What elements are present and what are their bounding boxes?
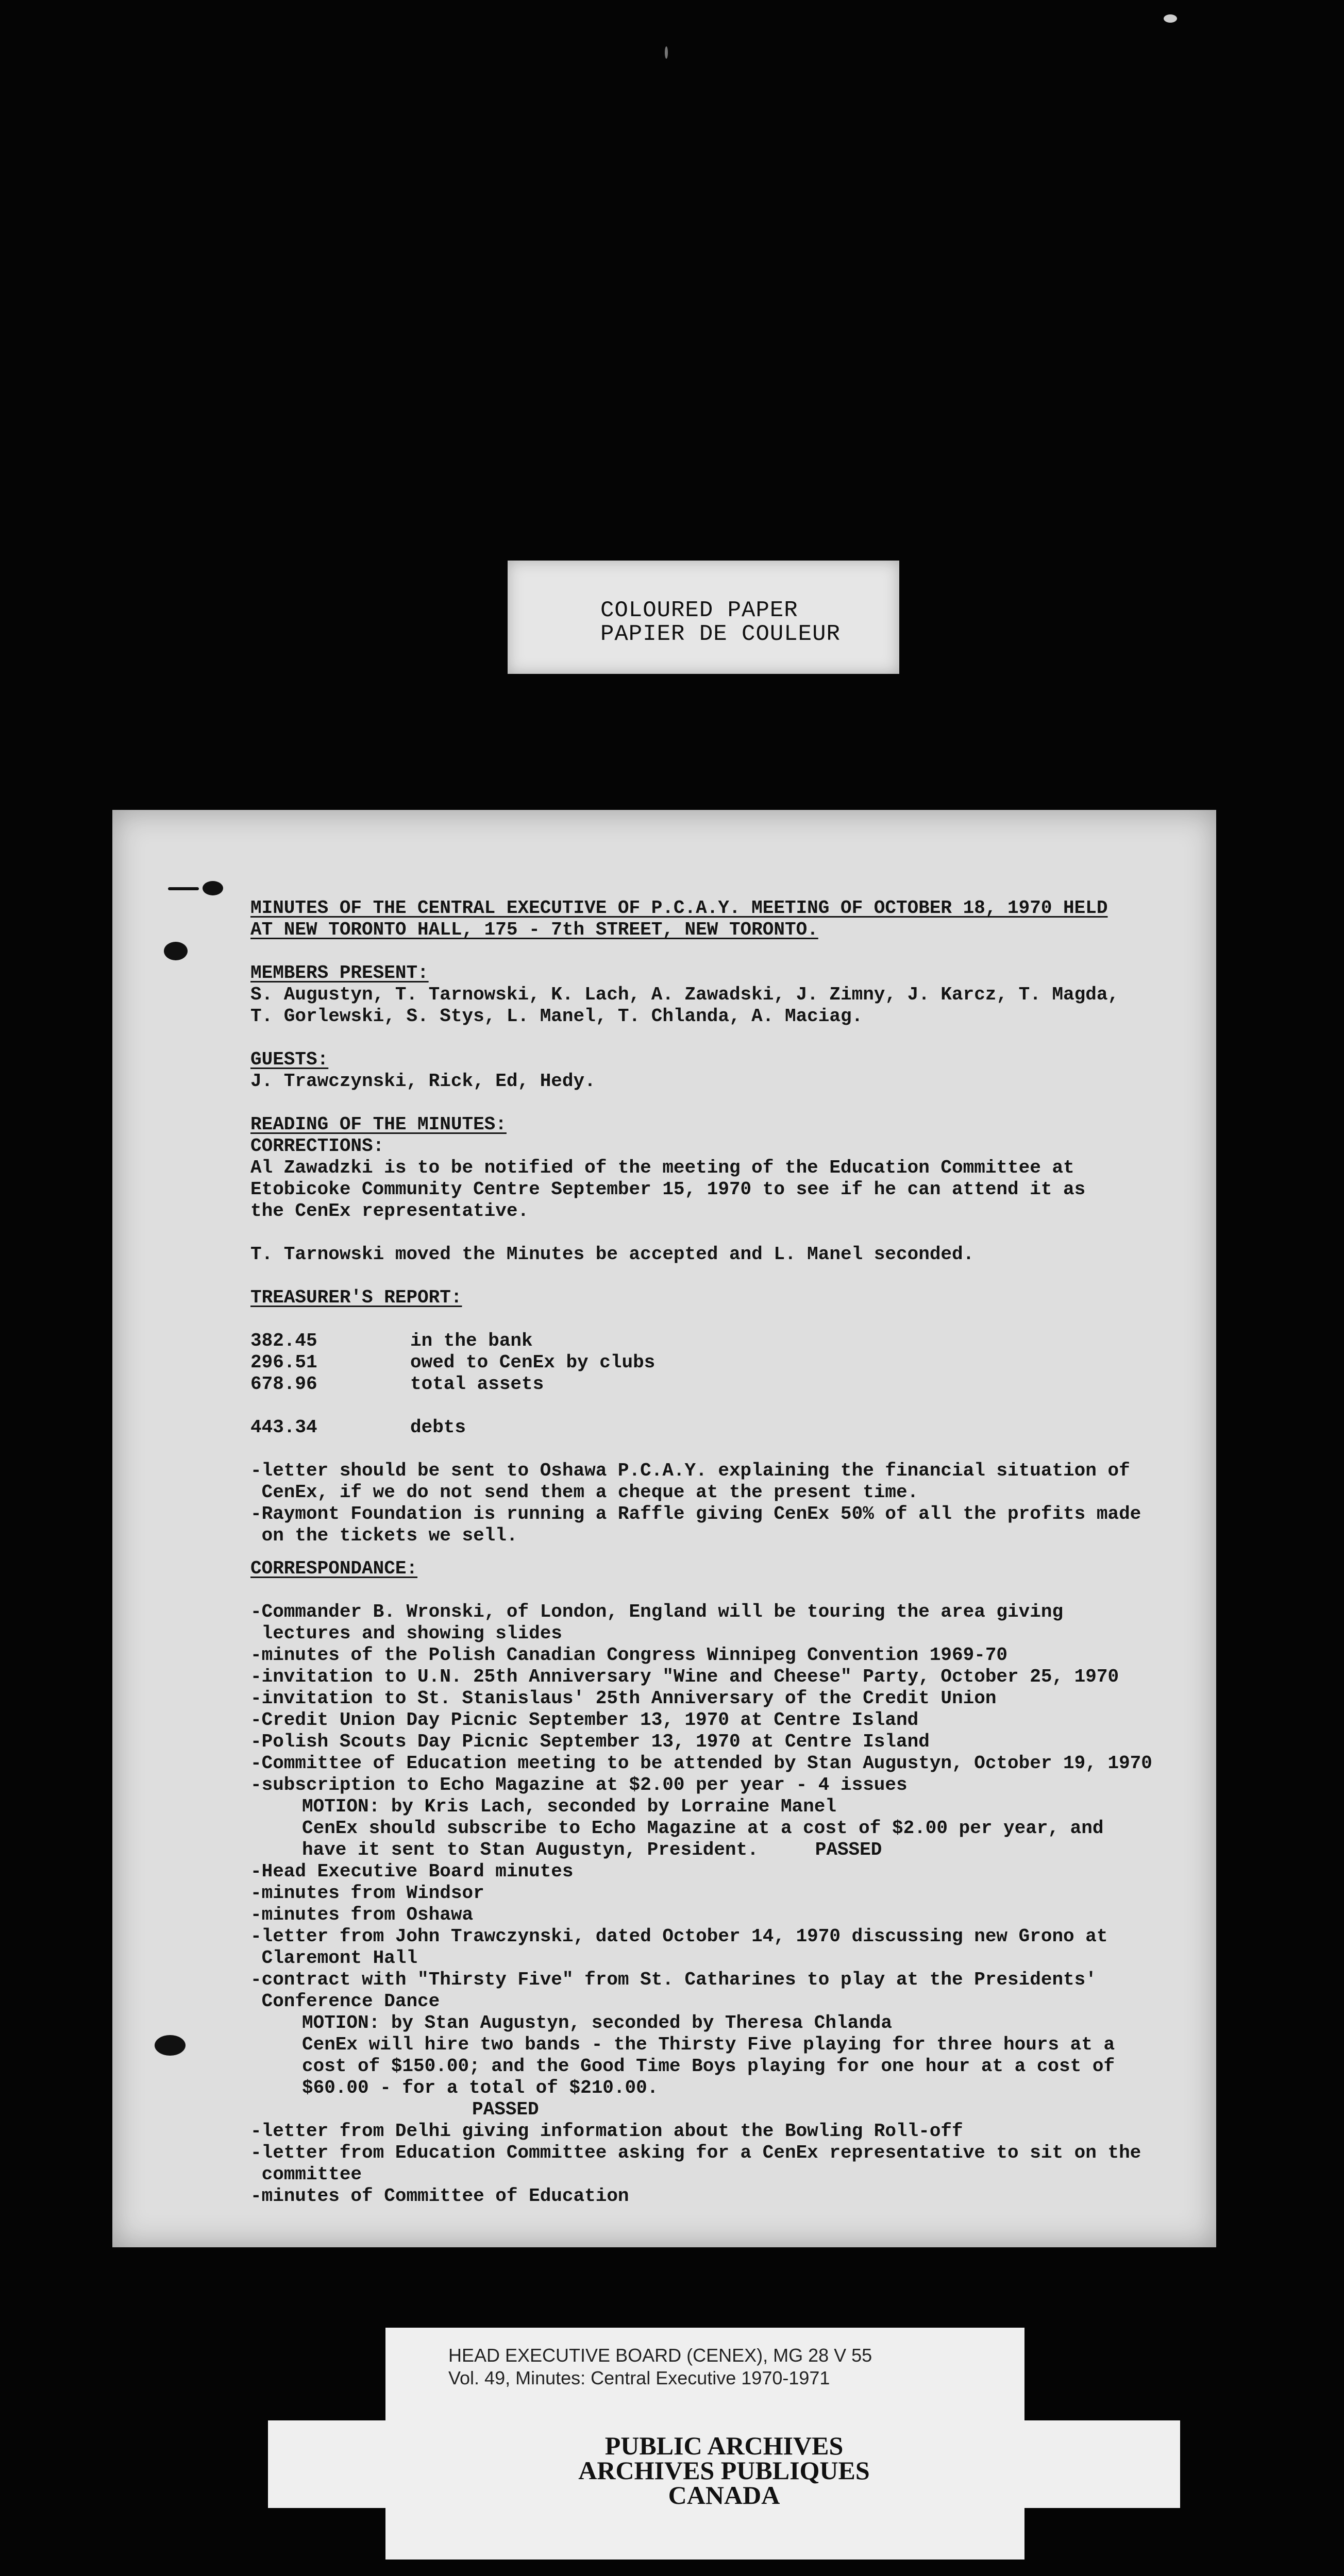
correspondance-item: -invitation to U.N. 25th Anniversary "Wine and Cheese" Party, October 25, 1970 xyxy=(250,1666,1119,1687)
treasurer-amount: 296.51 xyxy=(250,1352,317,1373)
treasurer-label: owed to CenEx by clubs xyxy=(410,1352,656,1373)
correspondance-item: -minutes from Oshawa xyxy=(250,1904,474,1925)
correspondance-item: -letter from Education Committee asking for a CenEx representative to sit on the xyxy=(250,2142,1141,2163)
ink-blot xyxy=(203,881,223,895)
correspondance-item: -subscription to Echo Magazine at $2.00 per year - 4 issues xyxy=(250,1774,908,1795)
coloured-paper-label xyxy=(508,561,899,674)
corrections-line: Etobicoke Community Centre September 15, 1970 to see if he can attend it as xyxy=(250,1179,1086,1200)
film-speck xyxy=(1164,14,1177,23)
motion-bands xyxy=(250,2012,1230,2121)
document-title: MINUTES OF THE CENTRAL EXECUTIVE OF P.C.A.Y. MEETING OF OCTOBER 18, 1970 HELD xyxy=(250,897,1108,919)
correspondance-item: -minutes of Committee of Education xyxy=(250,2185,629,2207)
label-line-french: PAPIER DE COULEUR xyxy=(600,621,841,647)
ink-blot xyxy=(164,942,188,960)
correspondance-list xyxy=(250,1601,1230,1796)
reading-heading: READING OF THE MINUTES: xyxy=(250,1114,507,1135)
archive-name-english: PUBLIC ARCHIVES xyxy=(604,2431,844,2460)
ink-blot xyxy=(155,2035,186,2056)
correspondance-item: -letter from Delhi giving information about the Bowling Roll-off xyxy=(250,2121,963,2142)
archive-reference-line: Vol. 49, Minutes: Central Executive 1970-1971 xyxy=(448,2367,830,2388)
corrections-line: the CenEx representative. xyxy=(250,1200,529,1222)
minutes-motion: T. Tarnowski moved the Minutes be accepted and L. Manel seconded. xyxy=(250,1244,975,1265)
archive-reference-line: HEAD EXECUTIVE BOARD (CENEX), MG 28 V 55 xyxy=(448,2345,872,2366)
treasurer-notes xyxy=(250,1460,1230,1547)
debts-amount: 443.34 xyxy=(250,1417,317,1438)
correspondance-item: Conference Dance xyxy=(250,1991,440,2012)
corrections-line: Al Zawadzki is to be notified of the meeting of the Education Committee at xyxy=(250,1157,1074,1178)
treasurer-table xyxy=(250,1330,1230,1395)
correspondance-item: Claremont Hall xyxy=(250,1947,418,1969)
treasurer-note-line: -Raymont Foundation is running a Raffle giving CenEx 50% of all the profits made xyxy=(250,1503,1141,1524)
treasurer-row xyxy=(250,1330,1230,1352)
guests-heading: GUESTS: xyxy=(250,1049,329,1070)
treasurer-note-line: -letter should be sent to Oshawa P.C.A.Y. explaining the financial situation of xyxy=(250,1460,1130,1481)
correspondance-item: -letter from John Trawczynski, dated October 14, 1970 discussing new Grono at xyxy=(250,1926,1108,1947)
motion-line: cost of $150.00; and the Good Time Boys playing for one hour at a cost of xyxy=(302,2056,1115,2077)
minutes-page xyxy=(112,810,1216,2247)
passed-label: PASSED xyxy=(472,2099,539,2120)
motion-line: have it sent to Stan Augustyn, President. xyxy=(302,1839,759,1860)
motion-line: MOTION: by Kris Lach, seconded by Lorraine Manel xyxy=(302,1796,836,1817)
correspondance-list xyxy=(250,1861,1230,2012)
film-speck xyxy=(665,46,668,59)
corrections-heading: CORRECTIONS: xyxy=(250,1136,384,1157)
archive-name-country: CANADA xyxy=(668,2481,780,2510)
members-heading: MEMBERS PRESENT: xyxy=(250,962,429,984)
treasurer-heading: TREASURER'S REPORT: xyxy=(250,1287,462,1308)
treasurer-amount: 678.96 xyxy=(250,1374,317,1395)
archive-reference xyxy=(448,2344,872,2389)
debts-row xyxy=(250,1417,1230,1438)
treasurer-note-line: CenEx, if we do not send them a cheque at the present time. xyxy=(250,1482,919,1503)
treasurer-row xyxy=(250,1374,1230,1395)
correspondance-item: -Head Executive Board minutes xyxy=(250,1861,574,1882)
motion-line: MOTION: by Stan Augustyn, seconded by Theresa Chlanda xyxy=(302,2012,892,2033)
correspondance-item: committee xyxy=(250,2164,362,2185)
correspondance-item: -minutes of the Polish Canadian Congress Winnipeg Convention 1969-70 xyxy=(250,1645,1008,1666)
document-title-line2: AT NEW TORONTO HALL, 175 - 7th STREET, NEW TORONTO. xyxy=(250,919,818,940)
correspondance-item: lectures and showing slides xyxy=(250,1623,562,1644)
correspondance-list xyxy=(250,2121,1230,2207)
debts-label: debts xyxy=(410,1417,466,1438)
correspondance-item: -Commander B. Wronski, of London, England will be touring the area giving xyxy=(250,1601,1064,1622)
minutes-text xyxy=(250,897,1230,2207)
treasurer-amount: 382.45 xyxy=(250,1330,317,1351)
members-line: S. Augustyn, T. Tarnowski, K. Lach, A. Zawadski, J. Zimny, J. Karcz, T. Magda, xyxy=(250,984,1119,1005)
ink-blot xyxy=(168,887,199,890)
guests-line: J. Trawczynski, Rick, Ed, Hedy. xyxy=(250,1071,596,1092)
correspondance-item: -minutes from Windsor xyxy=(250,1883,484,1904)
archive-label xyxy=(268,2328,1026,2560)
treasurer-label: total assets xyxy=(410,1374,544,1395)
correspondance-heading: CORRESPONDANCE: xyxy=(250,1558,418,1579)
treasurer-label: in the bank xyxy=(410,1330,533,1351)
motion-line: $60.00 - for a total of $210.00. xyxy=(302,2077,659,2098)
treasurer-note-line: on the tickets we sell. xyxy=(250,1525,518,1546)
motion-line: CenEx will hire two bands - the Thirsty Five playing for three hours at a xyxy=(302,2034,1115,2055)
motion-line: CenEx should subscribe to Echo Magazine at a cost of $2.00 per year, and xyxy=(302,1818,1104,1839)
label-line-english: COLOURED PAPER xyxy=(600,598,798,623)
treasurer-row xyxy=(250,1352,1230,1374)
correspondance-item: -invitation to St. Stanislaus' 25th Anniversary of the Credit Union xyxy=(250,1688,997,1709)
correspondance-item: -Credit Union Day Picnic September 13, 1970 at Centre Island xyxy=(250,1709,919,1731)
passed-label: PASSED xyxy=(815,1839,882,1860)
motion-echo-magazine xyxy=(250,1796,1230,1861)
correspondance-item: -Committee of Education meeting to be attended by Stan Augustyn, October 19, 1970 xyxy=(250,1753,1152,1774)
members-line: T. Gorlewski, S. Stys, L. Manel, T. Chlanda, A. Maciag. xyxy=(250,1006,863,1027)
archive-name-french: ARCHIVES PUBLIQUES xyxy=(578,2456,870,2485)
correspondance-item: -contract with "Thirsty Five" from St. Catharines to play at the Presidents' xyxy=(250,1969,1097,1990)
correspondance-item: -Polish Scouts Day Picnic September 13, 1970 at Centre Island xyxy=(250,1731,930,1752)
